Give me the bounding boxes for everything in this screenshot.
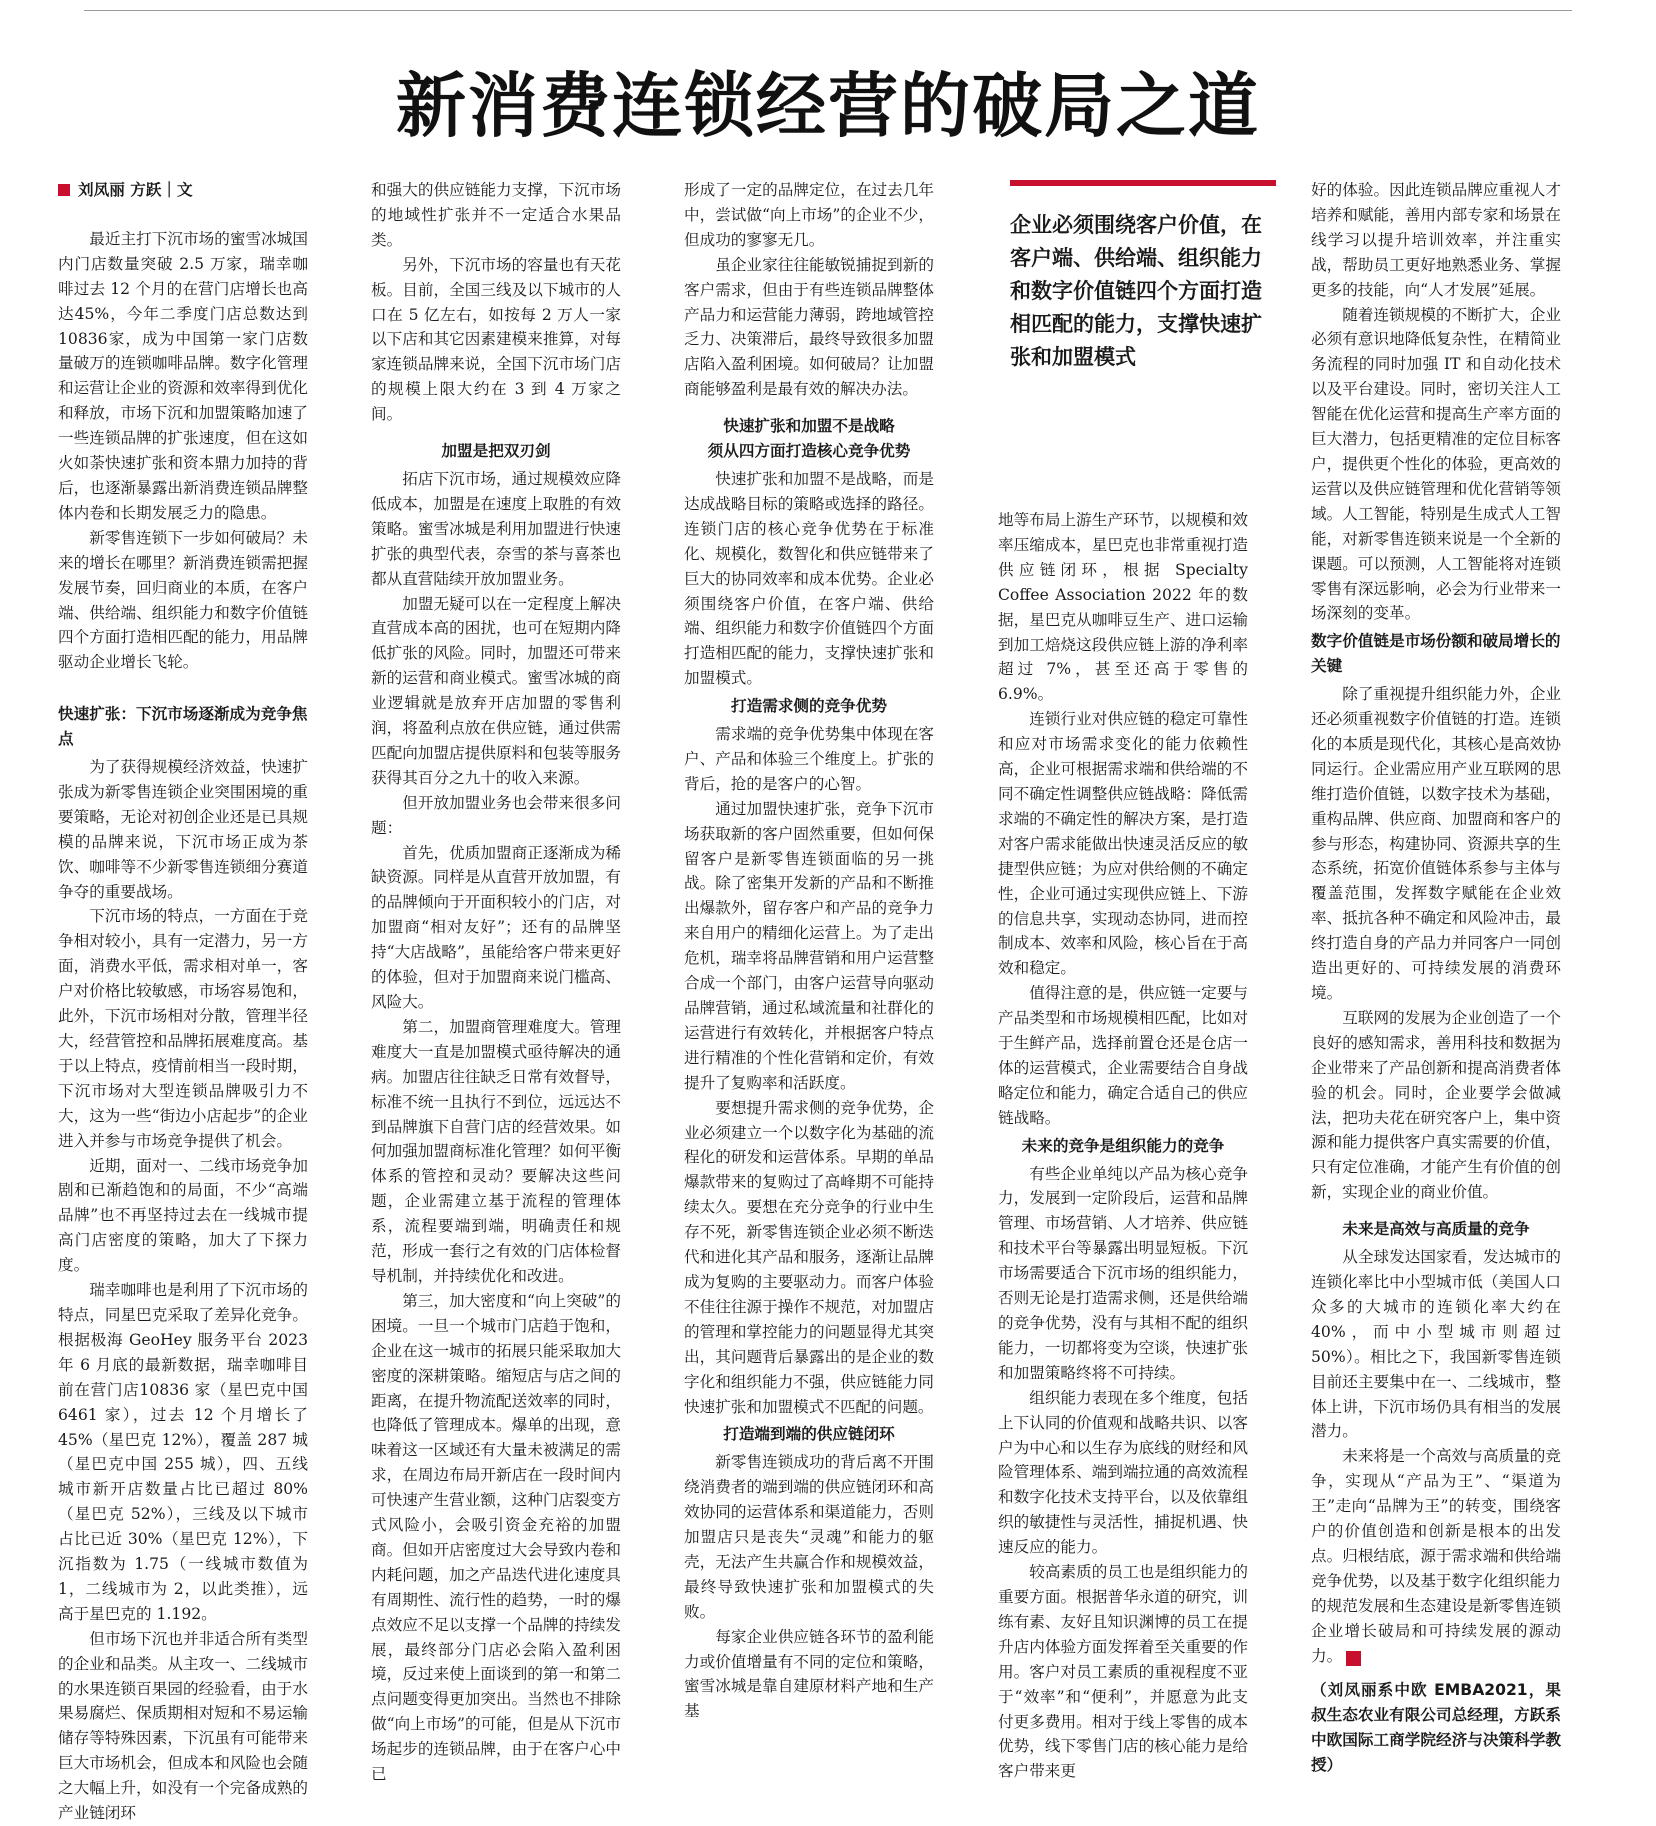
author-bio: （刘凤丽系中欧 EMBA2021，果叔生态农业有限公司总经理，方跃系中欧国际工商学院经济与决策科学教授） [1311, 1681, 1561, 1775]
paragraph: 较高素质的员工也是组织能力的重要方面。根据普华永道的研究，训练有素、友好且知识渊博的员工在提升店内体验方面发挥着至关重要的作用。客户对员工素质的重视程度不亚于“效率”和“便利”，并愿意为此支付更多费用。相对于线上零售的成本优势，线下零售门店的核心能力是给客户带来更 [998, 1563, 1248, 1781]
section-heading: 须从四方面打造核心竞争优势 [707, 442, 911, 461]
section-heading: 打造端到端的供应链闭环 [723, 1425, 895, 1444]
section-heading: 加盟是把双刃剑 [441, 442, 551, 461]
paragraph: 但开放加盟业务也会带来很多问题： [371, 793, 621, 837]
spacer [58, 675, 308, 699]
paragraph: 第三，加大密度和“向上突破”的困境。一旦一个城市门店趋于饱和，企业在这一城市的拓展只能采取加大密度的深耕策略。缩短店与店之间的距离，在提升物流配送效率的同时，也降低了管理成本。爆单的出现，意味着这一区域还有大量未被满足的需求，在周边布局开新店在一段时间内可快速产生营业额，这种门店裂变方式风险小，会吸引资金充裕的加盟商。但如开店密度过大会导致内卷和内耗问题，加之产品迭代进化速度具有周期性、流行性的趋势，一时的爆点效应不足以支撑一个品牌的持续发展，最终部分门店必会陷入盈利困境，反过来使上面谈到的第一和第二点问题变得更加突出。当然也不排除做“向上市场”的可能，但是从下沉市场起步的连锁品牌，由于在客户心中已 [371, 1291, 621, 1784]
article-title: 新消费连锁经营的破局之道 [396, 64, 1260, 147]
paragraph: 下沉市场的特点，一方面在于竞争相对较小，具有一定潜力，另一方面，消费水平低，需求相对单一，客户对价格比较敏感，市场容易饱和，此外，下沉市场相对分散，管理半径大，经营管控和品牌拓展难度高。基于以上特点，疫情前相当一段时期，下沉市场对大型连锁品牌吸引力不大，这为一些“街边小店起步”的企业进入并参与市场竞争提供了机会。 [58, 907, 308, 1150]
paragraph: 形成了一定的品牌定位，在过去几年中，尝试做“向上市场”的企业不少，但成功的寥寥无几。 [684, 181, 934, 249]
paragraph: 新零售连锁下一步如何破局？未来的增长在哪里？新消费连锁需把握发展节奏，回归商业的本质，在客户端、供给端、组织能力和数字价值链四个方面打造相匹配的能力，用品牌驱动企业增长飞轮。 [58, 528, 308, 672]
section-heading: 未来的竞争是组织能力的竞争 [1021, 1136, 1225, 1155]
paragraph: 好的体验。因此连锁品牌应重视人才培养和赋能，善用内部专家和场景在线学习以提升培训效率，并注重实战，帮助员工更好地熟悉业务、掌握更多的技能，向“人才发展”延展。 [1311, 181, 1561, 299]
column-3 [684, 178, 934, 1724]
paragraph: 最近主打下沉市场的蜜雪冰城国内门店数量突破 2.5 万家，瑞幸咖啡过去 12 个月的在营门店增长也高达45%，今年二季度门店总数达到 10836家，成为中国第一家门店数量破万的连锁咖啡品牌。数字化管理和运营让企业的资源和效率得到优化和释放，市场下沉和加盟策略加速了一些连锁品牌的扩张速度，但在这如火如荼快速扩张和资本鼎力加持的背后，也逐渐暴露出新消费连锁品牌整体内卷和长期发展乏力的隐患。 [58, 229, 308, 522]
section-heading: 快速扩张和加盟不是战略 [723, 417, 895, 436]
paragraph: 除了重视提升组织能力外，企业还必须重视数字价值链的打造。连锁化的本质是现代化，其核心是高效协同运行。企业需应用产业互联网的思维打造价值链，以数字技术为基础，重构品牌、供应商、加盟商和客户的参与形态，构建协同、资源共享的生态系统，拓宽价值链体系参与主体与覆盖范围，发挥数字赋能在企业效率、抵抗各种不确定和风险冲击，最终打造自身的产品力并同客户一同创造出更好的、可持续发展的消费环境。 [1311, 685, 1561, 1002]
paragraph: 新零售连锁成功的背后离不开围绕消费者的端到端的供应链闭环和高效协同的运营体系和渠道能力，否则加盟店只是丧失“灵魂”和能力的躯壳，无法产生共赢合作和规模效益，最终导致快速扩张和加盟模式的失败。 [684, 1453, 934, 1621]
paragraph: 近期，面对一、二线市场竞争加剧和已渐趋饱和的局面，不少“高端品牌”也不再坚持过去在一线城市提高门店密度的策略，加大了下探力度。 [58, 1156, 308, 1275]
paragraph: 瑞幸咖啡也是利用了下沉市场的特点，同星巴克采取了差异化竞争。根据极海 GeoHey 服务平台 2023 年 6 月底的最新数据，瑞幸咖啡目前在营门店10836 家（星巴克中国 6461 家），过去 12 个月增长了 45%（星巴克 12%），覆盖 287 城（星巴克中国 255 城），四、五线城市新开店数量占比已超过 80%（星巴克 52%），三线及以下城市占比已近 30%（星巴克 12%），下沉指数为 1.75（一线城市数值为 1，二线城市为 2，以此类推），远高于星巴克的 1.192。 [58, 1281, 308, 1623]
paragraph: 另外，下沉市场的容量也有天花板。目前，全国三线及以下城市的人口在 5 亿左右，如按每 2 万人一家以下店和其它因素建模来推算，对每家连锁品牌来说，全国下沉市场门店的规模上限大约在 3 到 4 万家之间。 [371, 255, 621, 424]
section-heading: 打造需求侧的竞争优势 [731, 697, 887, 716]
paragraph: 需求端的竞争优势集中体现在客户、产品和体验三个维度上。扩张的背后，抢的是客户的心智。 [684, 725, 934, 793]
paragraph [1311, 1444, 1561, 1668]
paragraph: 要想提升需求侧的竞争优势，企业必须建立一个以数字化为基础的流程化的研发和运营体系。早期的单品爆款带来的复购过了高峰期不可能持续太久。要想在充分竞争的行业中生存不死，新零售连锁企业必须不断迭代和进化其产品和服务，逐渐让品牌成为复购的主要驱动力。而客户体验不佳往往源于操作不规范，对加盟店的管理和掌控能力的问题显得尤其突出，其问题背后暴露出的是企业的数字化和组织能力不强，供应链能力同快速扩张和加盟模式不匹配的问题。 [684, 1098, 934, 1416]
paragraph: 为了获得规模经济效益，快速扩张成为新零售连锁企业突围困境的重要策略，无论对初创企业还是已具规模的品牌来说，下沉市场正成为茶饮、咖啡等不少新零售连锁细分赛道争夺的重要战场。 [58, 758, 308, 901]
top-rule [84, 10, 1572, 11]
paragraph: 但市场下沉也并非适合所有类型的企业和品类。从主攻一、二线城市的水果连锁百果园的经验看，由于水果易腐烂、保质期相对短和不易运输储存等特殊因素，下沉虽有可能带来巨大市场机会，但成本和风险也会随之大幅上升，如没有一个完备成熟的产业链闭环 [58, 1629, 308, 1823]
column-5 [1311, 178, 1561, 1778]
paragraph-text: 未来将是一个高效与高质量的竞争，实现从“产品为王”、“渠道为王”走向“品牌为王”的转变，围绕客户的价值创造和创新是根本的出发点。归根结底，源于需求端和供给端竞争优势，以及基于数字化组织能力的规范发展和生态建设是新零售连锁企业增长破局和可持续发展的源动力。 [1311, 1447, 1561, 1665]
paragraph: 连锁行业对供应链的稳定可靠性和应对市场需求变化的能力依赖性高，企业可根据需求端和供给端的不同不确定性调整供应链战略：降低需求端的不确定性的解决方案，是打造对客户需求能做出快速灵活反应的敏捷型供应链；为应对供给侧的不确定性，企业可通过实现供应链上、下游的信息共享，实现动态协同，进而控制成本、效率和风险，核心旨在于高效和稳定。 [998, 710, 1248, 978]
paragraph: 每家企业供应链各环节的盈利能力或价值增量有不同的定位和策略，蜜雪冰城是靠自建原材料产地和生产基 [684, 1627, 934, 1721]
column-2 [371, 178, 621, 1787]
paragraph: 首先，优质加盟商正逐渐成为稀缺资源。同样是从直营开放加盟，有的品牌倾向于开面积较小的门店，对加盟商“相对友好”；还有的品牌坚持“大店战略”，虽能给客户带来更好的体验，但对于加盟商来说门槛高、风险大。 [371, 843, 621, 1011]
paragraph: 和强大的供应链能力支撑，下沉市场的地域性扩张并不一定适合水果品类。 [371, 181, 621, 249]
paragraph: 有些企业单纯以产品为核心竞争力，发展到一定阶段后，运营和品牌管理、市场营销、人才培养、供应链和技术平台等暴露出明显短板。下沉市场需要适合下沉市场的组织能力，否则无论是打造需求侧，还是供给端的竞争优势，没有与其相不配的组织能力，一切都将变为空谈，快速扩张和加盟策略终将不可持续。 [998, 1164, 1248, 1382]
paragraph: 从全球发达国家看，发达城市的连锁化率比中小型城市低（美国人口众多的大城市的连锁化率大约在 40%，而中小型城市则超过 50%）。相比之下，我国新零售连锁目前还主要集中在一、二线城市，整体上讲，下沉市场仍具有相当的发展潜力。 [1311, 1248, 1561, 1441]
byline [58, 178, 308, 203]
byline-text: 刘凤丽 方跃｜文 [78, 181, 193, 199]
section-heading: 未来是高效与高质量的竞争 [1342, 1220, 1530, 1239]
pull-quote-text: 企业必须围绕客户价值，在客户端、供给端、组织能力和数字价值链四个方面打造相匹配的能力，支撑快速扩张和加盟模式 [1010, 213, 1262, 369]
paragraph: 值得注意的是，供应链一定要与产品类型和市场规模相匹配，比如对于生鲜产品，选择前置仓还是仓店一体的运营模式，企业需要结合自身战略定位和能力，确定合适自己的供应链战略。 [998, 984, 1248, 1127]
end-mark-icon: C [1346, 1651, 1361, 1666]
paragraph: 地等布局上游生产环节，以规模和效率压缩成本，星巴克也非常重视打造供应链闭环，根据 Specialty Coffee Association 2022 年的数据，星巴克从咖啡豆生产、进口运输到加工焙烧这段供应链上游的净利率超过 7%，甚至还高于零售的 6.9%。 [998, 511, 1248, 704]
paragraph: 拓店下沉市场，通过规模效应降低成本，加盟是在速度上取胜的有效策略。蜜雪冰城是利用加盟进行快速扩张的典型代表，奈雪的茶与喜茶也都从直营陆续开放加盟业务。 [371, 469, 621, 588]
column-1 [58, 178, 308, 1826]
paragraph: 快速扩张和加盟不是战略，而是达成战略目标的策略或选择的路径。连锁门店的核心竞争优势在于标准化、规模化，数智化和供应链带来了巨大的协同效率和成本优势。企业必须围绕客户价值，在客户端、供给端、组织能力和数字价值链四个方面打造相匹配的能力，支撑快速扩张和加盟模式。 [684, 469, 934, 688]
paragraph: 加盟无疑可以在一定程度上解决直营成本高的困扰，也可在短期内降低扩张的风险。同时，加盟还可带来新的运营和商业模式。蜜雪冰城的商业逻辑就是放弃开店加盟的零售利润，将盈利点放在供应链，通过供需匹配向加盟店提供原料和包装等服务获得其百分之九十的收入来源。 [371, 594, 621, 787]
column-4 [998, 508, 1248, 1784]
paragraph: 互联网的发展为企业创造了一个良好的感知需求，善用科技和数据为企业带来了产品创新和提高消费者体验的机会。同时，企业要学会做减法，把功夫花在研究客户上，集中资源和能力提供客户真实需要的价值，只有定位准确，才能产生有价值的创新，实现企业的商业价值。 [1311, 1008, 1561, 1202]
pull-quote [1010, 180, 1276, 374]
paragraph: 随着连锁规模的不断扩大，企业必须有意识地降低复杂性，在精简业务流程的同时加强 IT 和自动化技术以及平台建设。同时，密切关注人工智能在优化运营和提高生产率方面的巨大潜力，包括更精准的定位目标客户，提供更个性化的体验，更高效的运营以及供应链管理和优化营销等领域。人工智能，特别是生成式人工智能，对新零售连锁来说是一个全新的课题。可以预测，人工智能将对连锁零售有深远影响，必会为行业带来一场深刻的变革。 [1311, 305, 1561, 623]
paragraph: 组织能力表现在多个维度，包括上下认同的价值观和战略共识、以客户为中心和以生存为底线的财经和风险管理体系、端到端拉通的高效流程和数字化技术支持平台，以及依靠组织的敏捷性与灵活性，捕捉机遇、快速反应的能力。 [998, 1388, 1248, 1557]
byline-marker-icon [58, 184, 70, 196]
paragraph: 第二，加盟商管理难度大。管理难度大一直是加盟模式亟待解决的通病。加盟店往往缺乏日常有效督导，标准不统一且执行不到位，远远达不到品牌旗下自营门店的经营效果。如何加强加盟商标准化管理？如何平衡体系的管控和灵动？要解决这些问题，企业需建立基于流程的管理体系，流程要端到端，明确责任和规范，形成一套行之有效的门店体检督导机制，并持续优化和改进。 [371, 1017, 621, 1285]
paragraph: 虽企业家往往能敏锐捕捉到新的客户需求，但由于有些连锁品牌整体产品力和运营能力薄弱，跨地域管控乏力、决策滞后，最终导致很多加盟店陷入盈利困境。如何破局？让加盟商能够盈利是最有效的解决办法。 [684, 255, 934, 399]
section-heading: 快速扩张：下沉市场逐渐成为竞争焦点 [58, 705, 308, 749]
section-heading: 数字价值链是市场份额和破局增长的关键 [1311, 632, 1561, 676]
pull-quote-bar [1010, 180, 1276, 185]
paragraph: 通过加盟快速扩张，竞争下沉市场获取新的客户固然重要，但如何保留客户是新零售连锁面临的另一挑战。除了密集开发新的产品和不断推出爆款外，留存客户和产品的竞争力来自用户的精细化运营上。为了走出危机，瑞幸将品牌营销和用户运营整合成一个部门，由客户运营导向驱动品牌营销，通过私域流量和社群化的运营进行有效转化，并根据客户特点进行精准的个性化营销和定价，有效提升了复购率和活跃度。 [684, 799, 934, 1092]
